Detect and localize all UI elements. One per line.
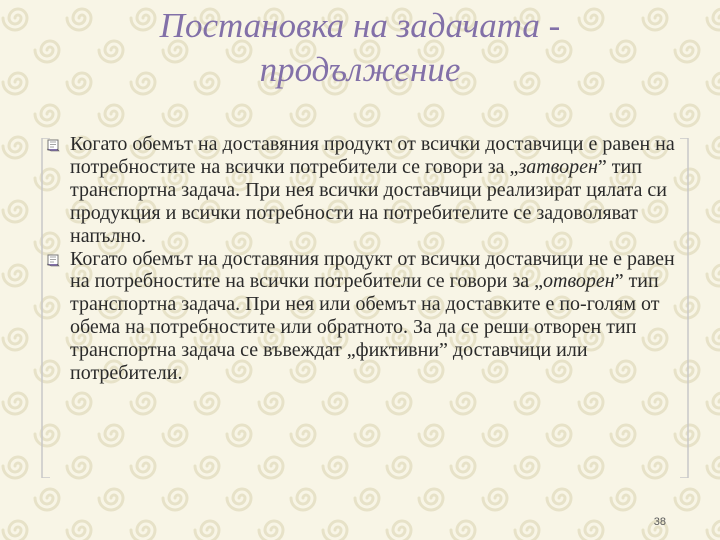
right-bracket xyxy=(678,138,690,478)
bullet-item-closed xyxy=(46,133,676,248)
bullet-text-end: ” тип транспортна задача. При нея всички доставчици реализират цялата си продукция и всички потребности на потребителите се задоволяват напълно. xyxy=(70,155,667,247)
left-bracket xyxy=(40,138,52,478)
bullet-text-end: ” тип транспортна задача. При нея или обемът на доставките е по-голям от обема на потребностите или обратното. За да се реши отворен тип транспортна задача се въвеждат „фиктивни” доставчици или потребители. xyxy=(70,270,660,385)
title-line-2: продължение xyxy=(259,50,461,89)
bullet-text-start: Когато обемът на доставяния продукт от всички доставчици не е равен на потребностите на всички потребители се говори за „ xyxy=(70,247,675,293)
slide-title xyxy=(60,4,660,92)
bullet-emphasis: затворен xyxy=(518,155,598,178)
title-line-1: Постановка на задачата - xyxy=(159,6,561,45)
slide-body xyxy=(46,133,676,385)
bullet-item-open xyxy=(46,248,676,385)
bullet-emphasis: отворен xyxy=(543,270,615,293)
page-number: 38 xyxy=(653,516,666,528)
bullet-text-start: Когато обемът на доставяния продукт от всички доставчици е равен на потребностите на всички потребители се говори за „ xyxy=(70,133,675,178)
